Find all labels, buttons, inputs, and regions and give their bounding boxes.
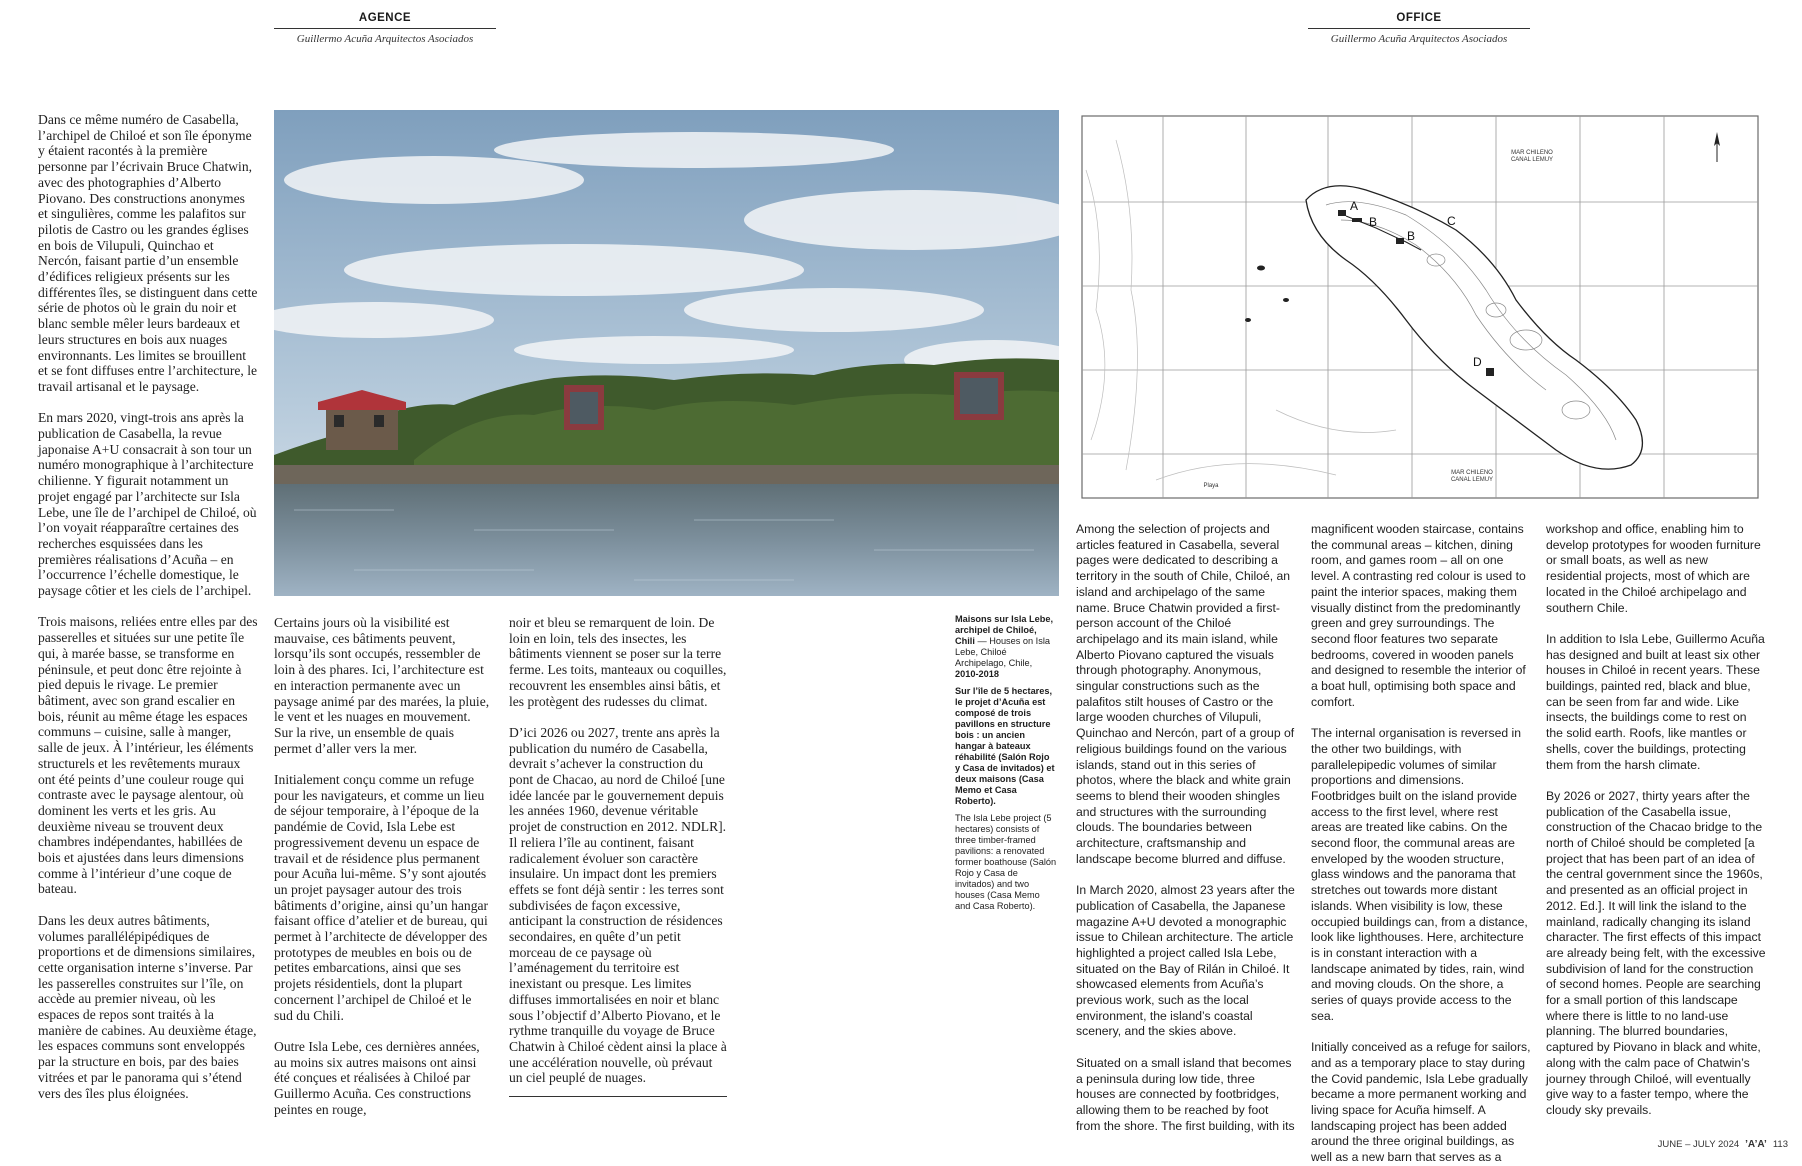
- english-column-1: [1076, 522, 1296, 1150]
- paragraph: D’ici 2026 ou 2027, trente ans après la publication du numéro de Casabella, devrait s’achever la construction du pont de Chacao, au nord de Chiloé [une idée lancée par le gouvernement depuis les années 1960, devenue véritable projet de construction en 2012. NDLR]. Il reliera l’île au continent, faisant radicalement évoluer son caractère insulaire. Un impact dont les premiers effets se font déjà sentir : les terres sont subdivisées de façon excessive, anticipant la construction de résidences secondaires, en quête d’un petit morceau de ce paysage où l’aménagement du territoire est inexistant ou presque. Les limites diffuses immortalisées en noir et blanc sous l’objectif d’Alberto Piovano, et le rythme tranquille du voyage de Bruce Chatwin à Chiloé cèdent ainsi la place à une accélération nouvelle, où prévaut un ciel peuplé de nuages.: [509, 724, 727, 1086]
- section-label: OFFICE: [1308, 12, 1530, 29]
- label-c: C: [1447, 214, 1456, 228]
- french-column-2: [274, 615, 492, 1133]
- caption-years: 2010-2018: [955, 669, 999, 679]
- paragraph: Dans les deux autres bâtiments, volumes parallélépipédiques de proportions et de dimensions similaires, cette organisation interne s’inverse. Par les passerelles construites sur l’île, on accède au premier niveau, où les espaces de repos sont traités à la manière de cabines. Au deuxième étage, les espaces communs sont enveloppés par la structure en bois, par des baies vitrées et par le panorama qui s’étend vers des îles plus éloignées.: [38, 912, 257, 1101]
- paragraph: Dans ce même numéro de Casabella, l’archipel de Chiloé et son île éponyme y étaient racontés à la première personne par l’écrivain Bruce Chatwin, avec des photographies d’Alberto Piovano. Des constructions anonymes et singulières, comme les palafitos sur pilotis de Castro ou les grandes églises en bois de Vilupuli, Quinchao et Nercón, faisant partie d’un ensemble d’édifices religieux présents sur les différentes îles, se distinguent dans cette série de photos où le grain du noir et blanc semble mêler leurs bardeaux et leurs structures en bois aux nuages environnants. Les limites se brouillent et se font diffuses entre l’architecture, le travail artisanal et le paysage.: [38, 112, 258, 394]
- page-number: 113: [1772, 1139, 1788, 1150]
- sea-label: MAR CHILENO: [1511, 150, 1553, 156]
- label-b: B: [1407, 229, 1416, 243]
- caption-french: Sur l’île de 5 hectares, le projet d’Acuña est composé de trois pavillons en structure bois : un ancien hangar à bateaux réhabilité (Salón Rojo y Casa de invitados) et deux maisons (Casa Memo et Casa Roberto).: [955, 686, 1055, 806]
- caption-title-rest: — Houses on Isla Lebe, Chiloé Archipelago, Chile,: [955, 636, 1050, 668]
- paragraph: En mars 2020, vingt-trois ans après la publication de Casabella, la revue japonaise A+U consacrait à son tour un numéro monographique à l’architecture chilienne. Y figurait notamment un projet engagé par l’architecte sur Isla Lebe, une île de l’archipel de Chiloé, où l’on voyait réapparaître certaines des recherches esquissées dans les premières réalisations d’Acuña – en l’occurrence l’échelle domestique, le paysage côtier et les ciels de l’archipel.: [38, 410, 257, 599]
- paragraph: By 2026 or 2027, thirty years after the publication of the Casabella issue, construction of the Chacao bridge to the north of Chiloé should be completed [a project that has been part of an idea of the central government since the 1960s, and presented as an official project in 2012. Ed.]. It will link the island to the mainland, radically changing its island character. The first effects of this impact are already being felt, with the excessive subdivision of land for the construction of second homes. People are searching for a small portion of this landscape where there is little to no land-use planning. The blurred boundaries, captured by Piovano in black and white, along with the calm pace of Chatwin’s journey through Chiloé, will eventually give way to a faster tempo, where the cloudy sky prevails.: [1546, 788, 1766, 1117]
- header-right: [1308, 12, 1530, 45]
- french-column-1: [38, 112, 258, 1117]
- magazine-name: ’A’A’: [1745, 1139, 1767, 1150]
- french-column-3: [509, 615, 727, 1102]
- building-a: [1338, 210, 1346, 216]
- english-column-2: [1311, 522, 1531, 1166]
- sea-label: CANAL LEMUY: [1510, 157, 1554, 163]
- paragraph: In March 2020, almost 23 years after the publication of Casabella, the Japanese magazine A+U devoted a monographic issue to Chilean architecture. The article highlighted a project called Isla Lebe, situated on the Bay of Rilán in Chiloé. It showcased elements from Acuña’s previous work, such as the local environment, the island’s coastal scenery, and the skies above.: [1076, 883, 1295, 1039]
- page-folio: [1658, 1139, 1788, 1150]
- photo-illustration: [274, 110, 1059, 596]
- header-left: [274, 12, 496, 45]
- sea-label: CANAL LEMUY: [1450, 477, 1494, 483]
- paragraph: Initialement conçu comme un refuge pour les navigateurs, et comme un lieu de séjour temporaire, à l’époque de la pandémie de Covid, Isla Lebe est progressivement devenu un espace de travail et de résidence plus permanent pour Acuña lui-même. S’y sont ajoutés un projet paysager autour des trois bâtiments d’origine, ainsi qu’un hangar faisant office d’atelier et de bureau, qui permet à l’architecte de développer des prototypes de meubles en bois ou de petites embarcations, ainsi que ses projets résidentiels, dont la plupart concernent l’archipel de Chiloé et le sud du Chili.: [274, 772, 489, 1023]
- issue-date: JUNE – JULY 2024: [1657, 1139, 1740, 1150]
- column-end-rule: [509, 1096, 727, 1097]
- firm-name: Guillermo Acuña Arquitectos Asociados: [1330, 33, 1508, 45]
- photo-caption: [955, 614, 1057, 912]
- caption-title-bold: Maisons sur Isla Lebe, archipel de Chiloé, Chili: [955, 614, 1054, 646]
- paragraph: Trois maisons, reliées entre elles par des passerelles et situées sur une petite île qui, à marée basse, se transforme en péninsule, et peut donc être rejointe à pied depuis le rivage. Le premier bâtiment, avec son grand escalier en bois, réunit au même étage les espaces communs – cuisine, salle à manger, salle de jeux. À l’intérieur, les éléments structurels et les revêtements muraux ont été peints d’une couleur rouge qui contraste avec le paysage alentour, où dominent les verts et les gris. Au deuxième niveau se trouvent deux chambres indépendantes, habillées de bois et ajustées dans leurs dimensions comme à l’intérieur d’une coque de bateau.: [38, 614, 258, 897]
- paragraph: In addition to Isla Lebe, Guillermo Acuña has designed and built at least six other houses in Chiloé in recent years. These buildings, painted red, black and blue, can be seen from far and wide. Like insects, the buildings come to rest on the solid earth. Roofs, like mantles or shells, cover the buildings, protecting them from the harsh climate.: [1546, 631, 1765, 772]
- sea-label: MAR CHILENO: [1451, 470, 1493, 476]
- site-plan-drawing: [1076, 110, 1770, 504]
- house-casa-roberto: [954, 372, 1004, 420]
- paragraph: Initially conceived as a refuge for sailors, and as a temporary place to stay during the Covid pandemic, Isla Lebe gradually became a more permanent working and living space for Acuña himself. A landscaping project has been added around the three original buildings, as well as a new barn that serves as a: [1311, 1040, 1531, 1165]
- paragraph: workshop and office, enabling him to develop prototypes for wooden furniture or small boats, as well as new residential projects, most of which are located in the Chiloé archipelago and southern Chile.: [1546, 522, 1761, 615]
- label-a: A: [1350, 199, 1359, 213]
- label-d: D: [1473, 355, 1482, 369]
- beach-label: Playa: [1203, 483, 1219, 489]
- site-map: [1076, 110, 1770, 504]
- english-column-3: [1546, 522, 1766, 1134]
- section-label: AGENCE: [274, 12, 496, 29]
- paragraph: Outre Isla Lebe, ces dernières années, au moins six autres maisons ont ainsi été conçues et réalisées à Chiloé par Guillermo Acuña. Ces constructions peintes en rouge,: [274, 1038, 480, 1117]
- hero-photo: [274, 110, 1059, 596]
- building-d: [1486, 368, 1494, 376]
- paragraph: Certains jours où la visibilité est mauvaise, ces bâtiments peuvent, lorsqu’ils sont occupés, ressembler de loin à des phares. Ici, l’architecture est en interaction permanente avec un paysage animé par des marées, la pluie, le vent et les nuages en mouvement. Sur la rive, un ensemble de quais permet d’aller vers la mer.: [274, 615, 490, 756]
- paragraph: magnificent wooden staircase, contains the communal areas – kitchen, dining room, and games room – all on one level. A contrasting red colour is used to paint the interior spaces, making them visually distinct from the predominantly green and grey surroundings. The second floor features two separate bedrooms, covered in wooden panels and designed to resemble the interior of a boat hull, optimising both space and comfort.: [1311, 522, 1526, 709]
- paragraph: noir et bleu se remarquent de loin. De loin en loin, tels des insectes, les bâtiments viennent se poser sur la terre ferme. Les toits, manteaux ou coquilles, recouvrent les ensembles ainsi bâtis, et les protègent des rudesses du climat.: [509, 615, 727, 709]
- caption-title: [955, 614, 1057, 680]
- paragraph: The internal organisation is reversed in the other two buildings, with parallelepipedic volumes of similar proportions and dimensions. Footbridges built on the island provide access to the first level, where rest areas are treated like cabins. On the second floor, the communal areas are enveloped by the wooden structure, glass windows and the panorama that stretches out towards more distant islands. When visibility is low, these occupied buildings can, from a distance, look like lighthouses. Here, architecture is in constant interaction with a landscape animated by tides, rain, wind and moving clouds. On the shore, a series of quays provide access to the sea.: [1311, 726, 1528, 1023]
- house-salon-rojo: [318, 390, 406, 450]
- paragraph: Among the selection of projects and articles featured in Casabella, several pages were dedicated to describing a territory in the south of Chile, Chiloé, an island and archipelago of the same name. Bruce Chatwin provided a first-person account of the Chiloé archipelago and its main island, while Alberto Piovano captured the visuals through photography. Anonymous, singular constructions such as the palafitos stilt houses of Castro or the large wooden churches of Vilupuli, Quinchao and Nercón, part of a group of religious buildings found on the various islands, stand out in this series of photos, where the black and white grain seems to blend their wooden shingles and structures with the surrounding clouds. The boundaries between architecture, craftsmanship and landscape become blurred and diffuse.: [1076, 522, 1295, 866]
- label-b: B: [1369, 215, 1378, 229]
- caption-english: The Isla Lebe project (5 hectares) consists of three timber-framed pavilions: a renovated former boathouse (Salón Rojo y Casa de invitados) and two houses (Casa Memo and Casa Roberto).: [955, 813, 1057, 911]
- firm-name: Guillermo Acuña Arquitectos Asociados: [296, 33, 474, 45]
- house-casa-memo: [564, 385, 604, 430]
- paragraph: Situated on a small island that becomes a peninsula during low tide, three houses are connected by footbridges, allowing them to be reached by foot from the shore. The first building, with its: [1076, 1055, 1295, 1133]
